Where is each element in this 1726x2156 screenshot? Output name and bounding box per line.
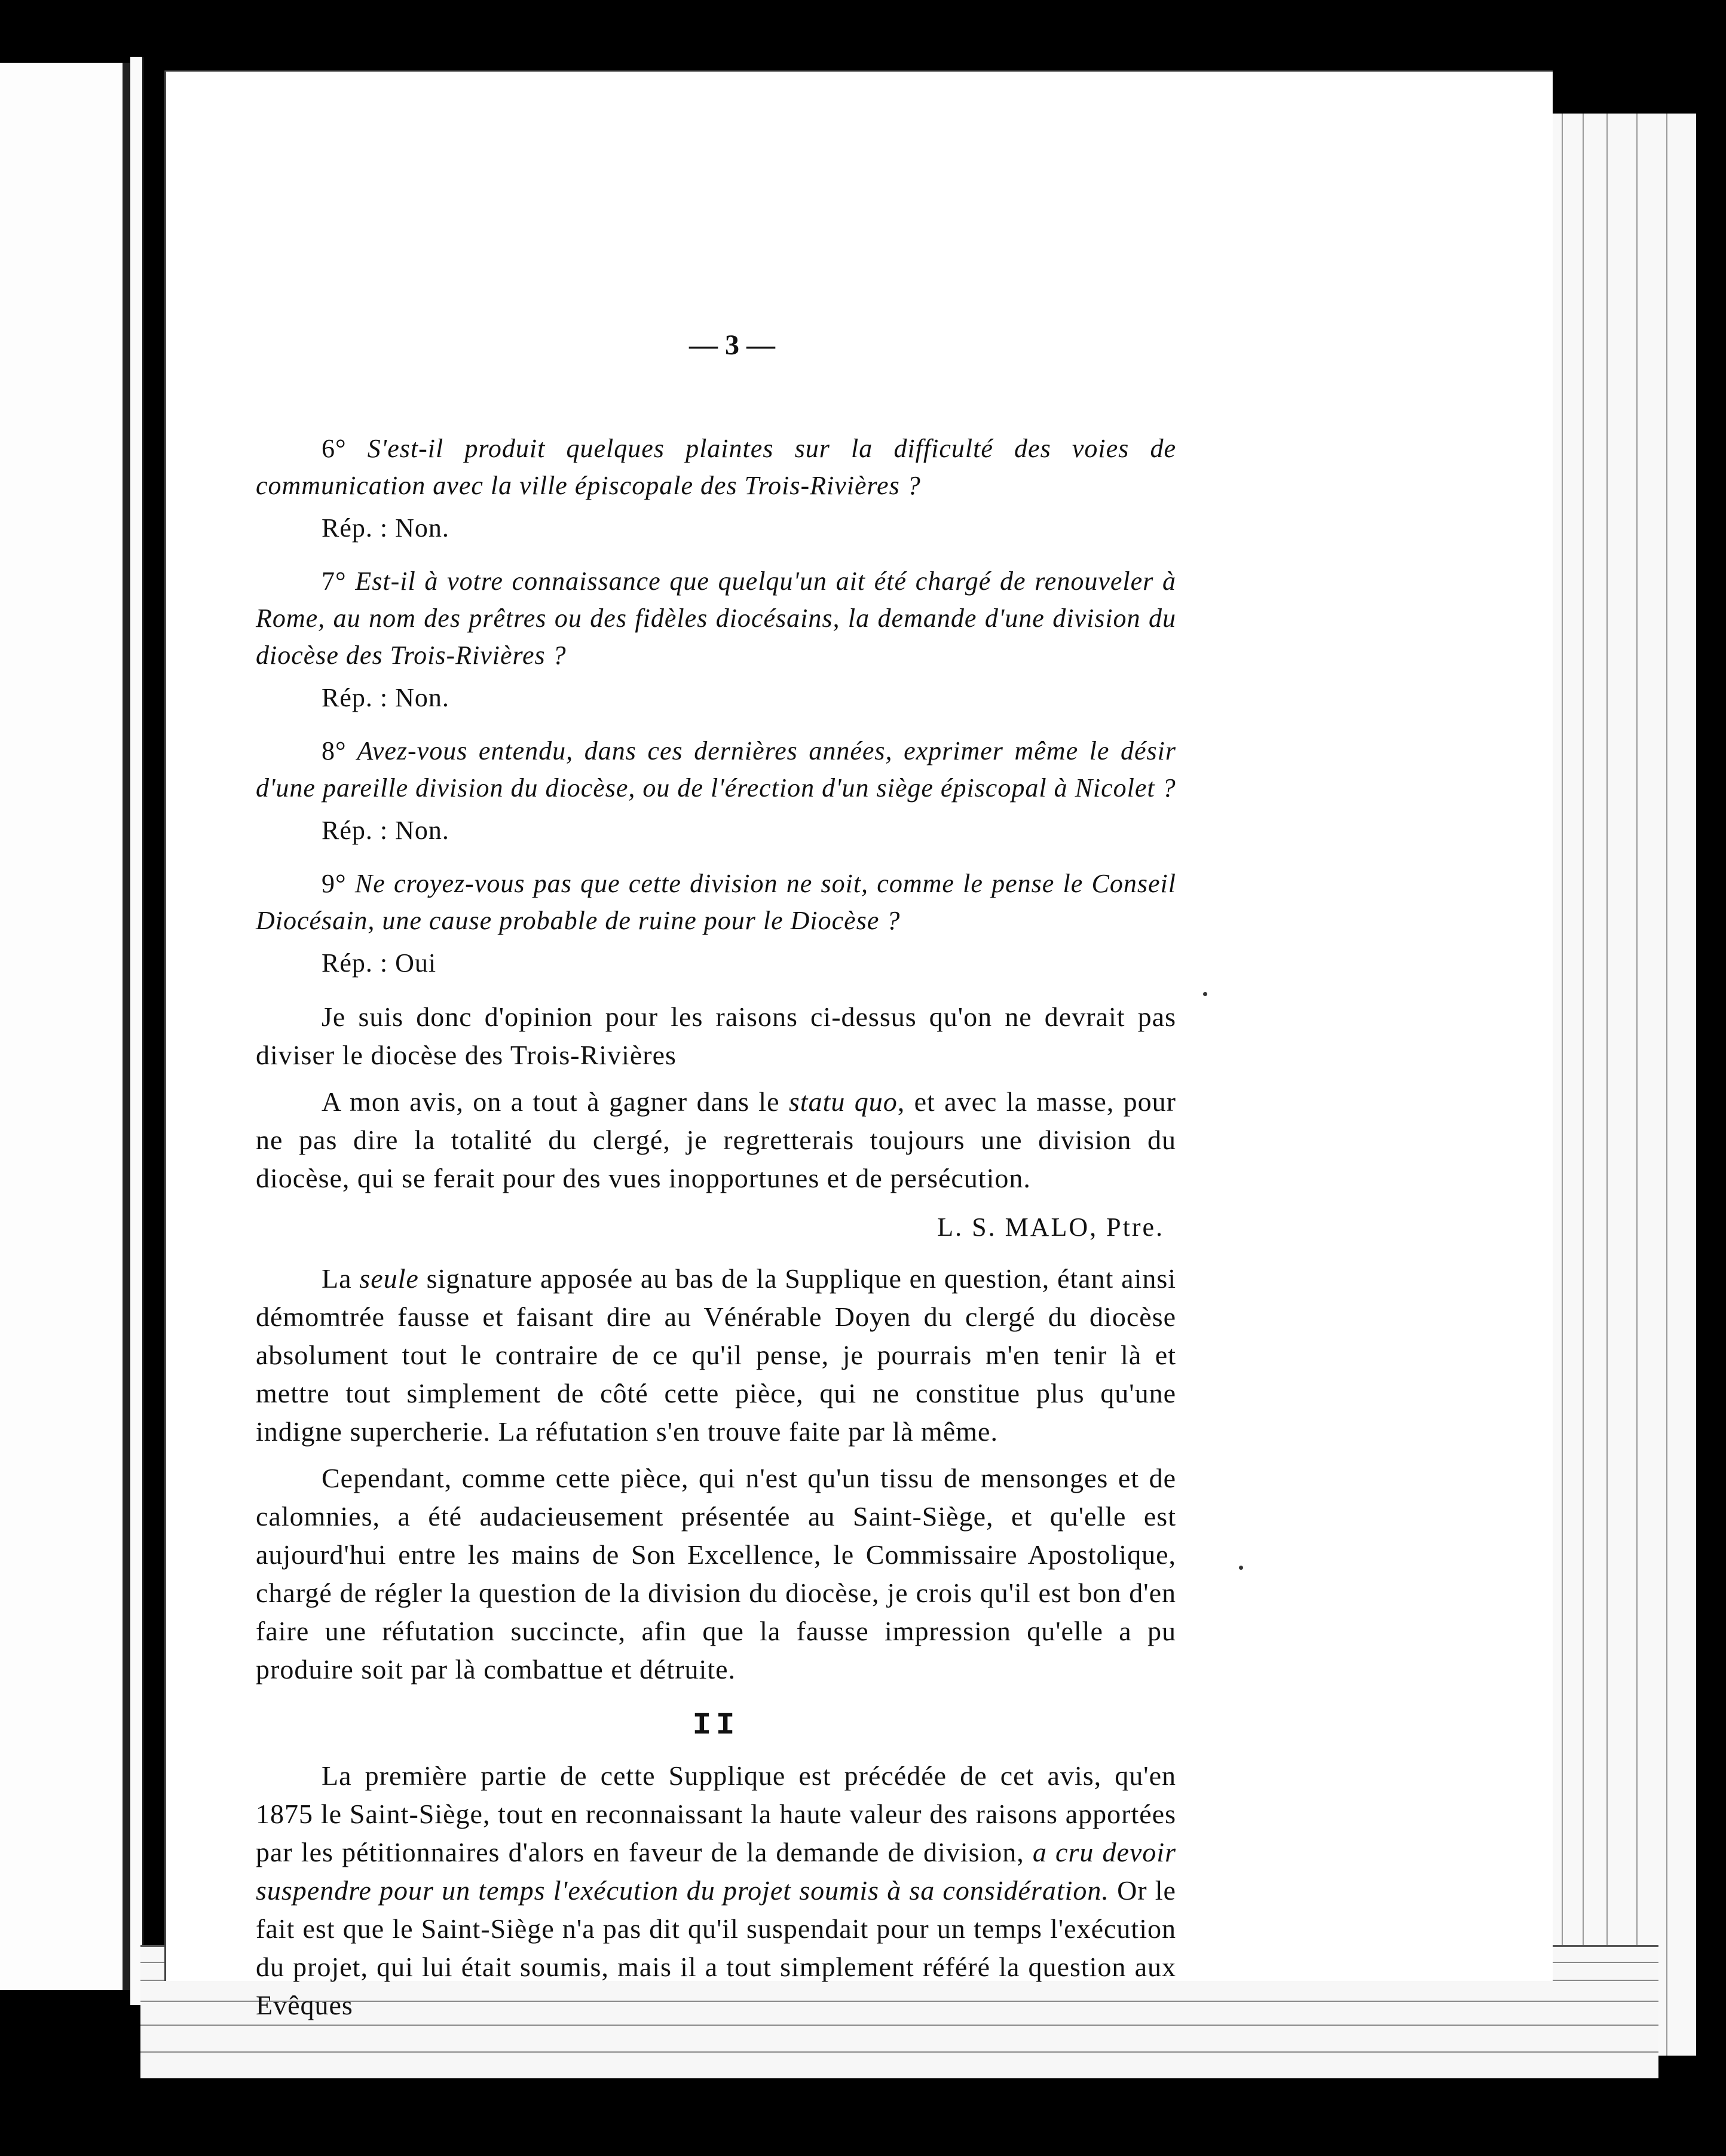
right-page-stack	[1533, 114, 1696, 2056]
speck-mark	[1239, 1566, 1243, 1570]
paragraph-opinion: Je suis donc d'opinion pour les raisons ci-dessus qu'on ne devrait pas diviser le diocèse des Trois-Rivières	[256, 1002, 1176, 1070]
italic-run: statu quo	[788, 1086, 898, 1117]
paragraph-cependant: Cependant, comme cette pièce, qui n'est qu'un tissu de mensonges et de calomnies, a été audacieusement présentée au Saint-Siège, et qu'elle est aujourd'hui entre les mains de Son Excellence, le Commissaire Apostolique, chargé de régler la question de la division du diocèse, je crois qu'il est bon d'en faire une réfutation succincte, afin que la fausse impression qu'elle a pu produire soit par là combattue et détruite.	[256, 1463, 1176, 1685]
page-number: — 3 —	[689, 329, 775, 361]
paragraph-supplique	[256, 1757, 1176, 2025]
question-8	[256, 733, 1176, 807]
text-run: A mon avis, on a tout à gagner dans le	[322, 1086, 789, 1117]
question-number: 9°	[322, 869, 347, 898]
document-page	[164, 71, 1553, 2020]
text-run: La	[322, 1263, 360, 1294]
section-heading: II	[692, 1708, 740, 1743]
binding-edge	[130, 57, 144, 2005]
text-run: , et avec la masse, pour ne pas dire la totalité du clergé, je regretterais toujours une division du diocèse, qui se ferait pour des vues inopportunes et de persécution.	[256, 1086, 1176, 1193]
answer-7: Rép. : Non.	[322, 683, 449, 712]
question-text: S'est-il produit quelques plaintes sur la difficulté des voies de communication avec la ville épiscopale des Trois-Rivières ?	[256, 434, 1176, 500]
answer-8: Rép. : Non.	[322, 816, 449, 845]
text-run: Or le fait est que le Saint-Siège n'a pas dit qu'il suspendait pour un temps l'exécution du projet, qui lui était soumis, mais il a tout simplement référé la question aux Evêques	[256, 1875, 1176, 2020]
page-body	[256, 430, 1176, 2033]
italic-run: a cru devoir suspendre pour un temps l'exécution du projet soumis à sa considération.	[256, 1837, 1176, 1906]
question-9	[256, 865, 1176, 939]
question-7	[256, 563, 1176, 674]
question-number: 8°	[322, 736, 347, 765]
question-6	[256, 430, 1176, 504]
signature: L. S. MALO, Ptre.	[937, 1212, 1164, 1242]
text-run: signature apposée au bas de la Supplique en question, étant ainsi démomtrée fausse et faisant dire au Vénérable Doyen du clergé du diocèse absolument tout le contraire de ce qu'il pense, je pourrais m'en tenir là et mettre tout simplement de côté cette pièce, qui ne constitue plus qu'une indigne supercherie. La réfutation s'en trouve faite par là même.	[256, 1263, 1177, 1447]
question-text: Ne croyez-vous pas que cette division ne soit, comme le pense le Conseil Diocésain, une cause probable de ruine pour le Diocèse ?	[256, 869, 1176, 935]
answer-6: Rép. : Non.	[322, 513, 449, 543]
speck-mark	[1203, 992, 1207, 996]
question-text: Avez-vous entendu, dans ces dernières années, exprimer même le désir d'une pareille division du diocèse, ou de l'érection d'un siège épiscopal à Nicolet ?	[256, 736, 1176, 803]
italic-run: seule	[359, 1263, 419, 1294]
question-number: 6°	[322, 434, 347, 463]
paragraph-signature	[256, 1260, 1176, 1451]
paragraph-avis	[256, 1083, 1176, 1198]
question-number: 7°	[322, 566, 347, 596]
question-text: Est-il à votre connaissance que quelqu'un ait été chargé de renouveler à Rome, au nom des prêtres ou des fidèles diocésains, la demande d'une division du diocèse des Trois-Rivières ?	[256, 566, 1176, 670]
answer-9: Rép. : Oui	[322, 948, 437, 978]
text-run: La première partie de cette Supplique est précédée de cet avis, qu'en 1875 le Saint-Siège, tout en reconnaissant la haute valeur des raisons apportées par les pétitionnaires d'alors en faveur de la demande de division,	[256, 1760, 1176, 1867]
left-page-edge	[0, 63, 130, 1990]
